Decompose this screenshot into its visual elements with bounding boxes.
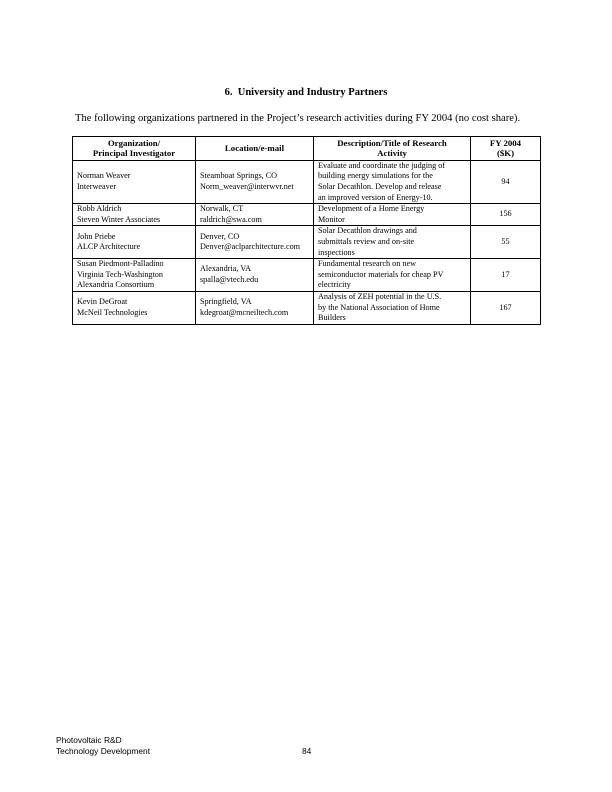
cell-organization [73, 160, 196, 203]
cell-location [196, 226, 314, 259]
page-footer [56, 735, 150, 756]
table-row [73, 291, 541, 324]
organization-line: Kevin DeGroat [77, 297, 128, 307]
cell-amount: 17 [471, 259, 541, 292]
cell-description [314, 291, 471, 324]
cell-organization [73, 204, 196, 226]
organization-line: ALCP Architecture [77, 242, 141, 252]
organization-line: Robb Aldrich [77, 204, 122, 214]
email-line: kdegroat@mcneiltech.com [200, 307, 289, 317]
email-line: raldrich@swa.com [200, 214, 262, 224]
cell-description [314, 226, 471, 259]
description-line: semiconductor materials for cheap PV [318, 269, 444, 279]
location-line: Alexandria, VA [200, 264, 252, 274]
footer-line-1: Photovoltaic R&D [56, 735, 122, 745]
location-line: Springfield, VA [200, 297, 252, 307]
page-number: 84 [302, 746, 312, 756]
cell-amount: 55 [471, 226, 541, 259]
cell-description [314, 259, 471, 292]
table-row [73, 160, 541, 203]
cell-organization [73, 259, 196, 292]
organization-line: Alexandria Consortium [77, 280, 155, 290]
cell-location [196, 259, 314, 292]
section-number: 6. [224, 87, 233, 98]
description-line: building energy simulations for the [318, 171, 433, 181]
organization-line: John Priebe [77, 231, 116, 241]
cell-location [196, 291, 314, 324]
cell-description [314, 204, 471, 226]
cell-description [314, 160, 471, 203]
cell-organization [73, 226, 196, 259]
cell-amount: 167 [471, 291, 541, 324]
organization-line: McNeil Technologies [77, 307, 148, 317]
email-line: Norm_weaver@interwvr.net [200, 182, 294, 191]
email-line: Denver@aclparchitecture.com [200, 242, 301, 252]
table-row [73, 259, 541, 292]
section-heading [0, 87, 612, 98]
header-fy-line: FY 2004 [489, 138, 522, 148]
header-location [196, 137, 314, 161]
organization-line: Susan Piedmont-Palladino [77, 259, 164, 269]
location-line: Norwalk, CT [200, 204, 244, 214]
location-line: Denver, CO [200, 231, 240, 241]
description-line: electricity [318, 280, 351, 290]
header-organization-line: Principal Investigator [92, 148, 176, 159]
cell-amount: 94 [471, 160, 541, 203]
description-line: Fundamental research on new [318, 259, 416, 269]
header-organization-line: Organization/ [107, 138, 161, 148]
description-line: Analysis of ZEH potential in the U.S. [318, 291, 442, 301]
description-line: Evaluate and coordinate the judging of [318, 160, 446, 170]
footer-line-2: Technology Development [56, 745, 151, 756]
table-row [73, 226, 541, 259]
organization-line: Interweaver [77, 182, 117, 191]
description-line: Solar Decathlon. Develop and release [318, 182, 442, 191]
description-line: Builders [318, 313, 346, 323]
description-line: submittals review and on-site [318, 236, 415, 246]
organization-line: Virginia Tech-Washington [77, 269, 163, 279]
description-line: by the National Association of Home [318, 302, 440, 312]
cell-amount: 156 [471, 204, 541, 226]
cell-location [196, 204, 314, 226]
description-line: an improved version of Energy-10. [318, 192, 433, 202]
cell-organization [73, 291, 196, 324]
intro-paragraph: The following organizations partnered in the Project’s research activities during FY 2004 (no cost share). [75, 113, 521, 124]
header-fy-line: ($K) [496, 148, 515, 159]
description-line: Solar Decathlon drawings and [318, 226, 417, 236]
header-description-line: Description/Title of Research [337, 138, 447, 148]
header-organization [73, 137, 196, 161]
table-row [73, 204, 541, 226]
organization-line: Norman Weaver [77, 171, 131, 181]
table-header-row [73, 137, 541, 161]
header-description-line: Activity [377, 148, 407, 159]
section-title: University and Industry Partners [237, 87, 388, 98]
organization-line: Steven Winter Associates [77, 214, 161, 224]
description-line: Monitor [318, 214, 345, 224]
cell-location [196, 160, 314, 203]
description-line: Development of a Home Energy [318, 204, 425, 214]
email-line: spalla@vtech.edu [200, 275, 259, 285]
header-location-line: Location/e-mail [224, 143, 285, 154]
header-fy [471, 137, 541, 161]
location-line: Steamboat Springs, CO [200, 171, 278, 181]
partners-table [72, 136, 541, 325]
header-description [314, 137, 471, 161]
description-line: inspections [318, 247, 355, 257]
